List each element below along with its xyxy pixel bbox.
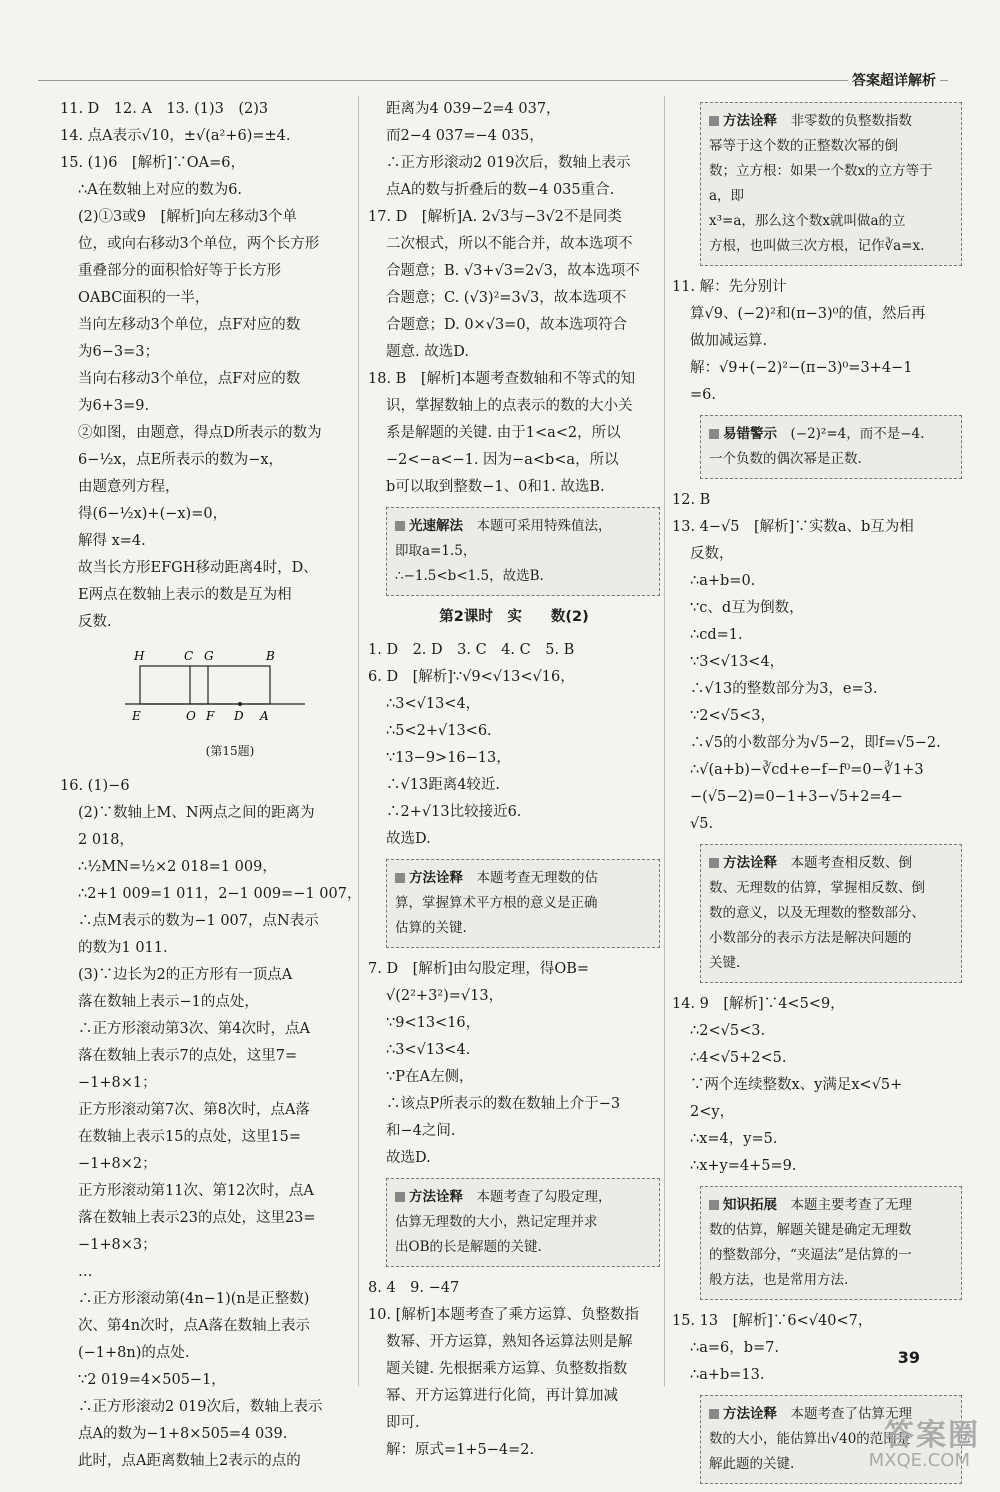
column-divider bbox=[664, 96, 665, 1386]
box-line: 出OB的长是解题的关键. bbox=[395, 1239, 542, 1255]
label-d: D bbox=[234, 709, 244, 723]
box-line: 小数部分的表示方法是解决问题的 bbox=[709, 930, 912, 946]
tip-box-method bbox=[386, 859, 660, 948]
text-line: ∴A在数轴上对应的数为6. bbox=[78, 182, 243, 198]
text-line: 落在数轴上表示7的点处，这里7= bbox=[78, 1048, 298, 1064]
text-line: ∴点M表示的数为−1 007，点N表示 bbox=[78, 913, 319, 929]
box-line: 数；立方根：如果一个数x的立方等于a，即 bbox=[709, 163, 933, 204]
box-marker-icon bbox=[395, 873, 405, 883]
text-line: ∴a+b=0. bbox=[690, 573, 756, 589]
header-rule bbox=[38, 80, 948, 81]
box-title: 方法诠释 bbox=[723, 1406, 777, 1422]
box-title: 知识拓展 bbox=[723, 1197, 777, 1213]
text-line: 6−½x，点E所表示的数为−x， bbox=[78, 452, 284, 468]
answer-block-12-13 bbox=[672, 487, 962, 838]
text-line: ∵P在A左侧， bbox=[386, 1069, 474, 1085]
text-line: 15. 13 [解析]∵6<√40<7， bbox=[672, 1313, 873, 1329]
box-line: 一个负数的偶次幂是正数. bbox=[709, 451, 862, 467]
tip-box-method bbox=[386, 1178, 660, 1267]
column-divider bbox=[358, 96, 359, 1386]
label-b: B bbox=[266, 649, 275, 663]
rectangle-number-line-diagram bbox=[120, 644, 310, 724]
text-line: 幂、开方运算进行化简，再计算加减 bbox=[386, 1388, 618, 1404]
text-line: 点A的数为−1+8×505=4 039. bbox=[78, 1426, 288, 1442]
text-line: 落在数轴上表示23的点处，这里23= bbox=[78, 1210, 316, 1226]
box-line: 数、无理数的估算，掌握相反数、倒 bbox=[709, 880, 925, 896]
text-line: 为6−3=3； bbox=[78, 344, 159, 360]
watermark-url: MXQE.COM bbox=[868, 1450, 970, 1471]
text-line: 7. D [解析]由勾股定理，得OB= bbox=[368, 961, 590, 977]
answer-block-16 bbox=[60, 773, 362, 1475]
answer-block-8-10 bbox=[368, 1275, 660, 1464]
tip-box-method bbox=[700, 844, 962, 983]
box-header bbox=[709, 1193, 953, 1218]
text-line: 二次根式，所以不能合并，故本选项不 bbox=[386, 236, 633, 252]
text-line: 系是解题的关键. 由于1<a<2，所以 bbox=[386, 425, 621, 441]
text-line: (2)∵数轴上M、N两点之间的距离为 bbox=[78, 805, 315, 821]
text-line: ∵c、d互为倒数， bbox=[690, 600, 804, 616]
text-line: ∴√5的小数部分为√5−2，即f=√5−2. bbox=[690, 735, 941, 751]
text-line: ∴5<2+√13<6. bbox=[386, 723, 492, 739]
text-line: ∵两个连续整数x、y满足x<√5+ bbox=[690, 1077, 903, 1093]
text-line: =6. bbox=[690, 387, 716, 403]
text-line: ∴x+y=4+5=9. bbox=[690, 1158, 797, 1174]
box-header bbox=[395, 866, 651, 891]
text-line: 6. D [解析]∵√9<√13<√16， bbox=[368, 669, 575, 685]
text-line: ∴a+b=13. bbox=[690, 1367, 765, 1383]
text-line: 重叠部分的面积恰好等于长方形 bbox=[78, 263, 281, 279]
text-line: ∴√13的整数部分为3，e=3. bbox=[690, 681, 878, 697]
text-line: 15. (1)6 [解析]∵OA=6， bbox=[60, 155, 245, 171]
header-title: 答案超详解析 bbox=[848, 70, 940, 90]
answer-block-16-18 bbox=[368, 96, 660, 501]
tip-box-fast-method bbox=[386, 507, 660, 596]
box-title: 方法诠释 bbox=[409, 870, 463, 886]
text-line: ∴a=6，b=7. bbox=[690, 1340, 780, 1356]
text-line: 为6+3=9. bbox=[78, 398, 150, 414]
text-line: ∴2+1 009=1 011，2−1 009=−1 007， bbox=[78, 886, 362, 902]
text-line: (2)①3或9 [解析]向左移动3个单 bbox=[78, 209, 298, 225]
text-line: … bbox=[78, 1264, 93, 1280]
label-e: E bbox=[132, 709, 141, 723]
box-line: (−2)²=4，而不是−4. bbox=[777, 426, 925, 442]
text-line: 识，掌握数轴上的点表示的数的大小关 bbox=[386, 398, 633, 414]
text-line: 1. D 2. D 3. C 4. C 5. B bbox=[368, 642, 575, 658]
text-line: E两点在数轴上表示的数是互为相 bbox=[78, 587, 292, 603]
box-line: 本题考查了勾股定理， bbox=[463, 1189, 612, 1205]
box-marker-icon bbox=[709, 429, 719, 439]
tip-box-method bbox=[700, 102, 962, 266]
text-line: 16. (1)−6 bbox=[60, 778, 130, 794]
text-line: 距离为4 039−2=4 037， bbox=[386, 101, 561, 117]
label-f: F bbox=[206, 709, 215, 723]
box-header bbox=[709, 422, 953, 447]
box-line: 本题考查了估算无理 bbox=[777, 1406, 912, 1422]
text-line: ∴cd=1. bbox=[690, 627, 743, 643]
box-title: 方法诠释 bbox=[723, 855, 777, 871]
text-line: 的数为1 011. bbox=[78, 940, 168, 956]
tip-box-knowledge bbox=[700, 1186, 962, 1300]
box-line: 估算无理数的大小，熟记定理并求 bbox=[395, 1214, 598, 1230]
box-header bbox=[395, 1185, 651, 1210]
text-line: 此时，点A距离数轴上2表示的点的 bbox=[78, 1453, 301, 1469]
text-line: 题意. 故选D. bbox=[386, 344, 469, 360]
box-marker-icon bbox=[709, 1200, 719, 1210]
text-line: 由题意列方程， bbox=[78, 479, 180, 495]
watermark-logo: 答案圈 bbox=[884, 1418, 980, 1453]
text-line: b可以取到整数−1、0和1. 故选B. bbox=[386, 479, 605, 495]
text-line: ∴3<√13<4. bbox=[386, 1042, 471, 1058]
text-line: 10. [解析]本题考查了乘方运算、负整数指 bbox=[368, 1307, 639, 1323]
text-line: 正方形滚动第11次、第12次时，点A bbox=[78, 1183, 314, 1199]
text-line: ∵3<√13<4， bbox=[690, 654, 785, 670]
text-line: ∴x=4，y=5. bbox=[690, 1131, 778, 1147]
answer-block-11-15 bbox=[60, 96, 350, 636]
text-line: ∴4<√5+2<5. bbox=[690, 1050, 787, 1066]
box-line: 非零数的负整数指数 bbox=[777, 113, 912, 129]
text-line: 故当长方形EFGH移动距离4时，D、 bbox=[78, 560, 318, 576]
text-line: −1+8×3； bbox=[78, 1237, 157, 1253]
text-line: ∴2<√5<3. bbox=[690, 1023, 766, 1039]
text-line: 故选D. bbox=[386, 1150, 431, 1166]
text-line: 做加减运算. bbox=[690, 333, 768, 349]
box-marker-icon bbox=[709, 1409, 719, 1419]
text-line: 11. D 12. A 13. (1)3 (2)3 bbox=[60, 101, 269, 117]
box-line: 数的意义，以及无理数的整数部分、 bbox=[709, 905, 925, 921]
number-line-figure bbox=[120, 644, 350, 734]
text-line: 合题意；C. (√3)²=3√3，故本选项不 bbox=[386, 290, 627, 306]
box-line: 即取a=1.5， bbox=[395, 543, 477, 559]
box-line: 方根，也叫做三次方根，记作∛a=x. bbox=[709, 238, 925, 254]
point-d bbox=[238, 702, 242, 706]
text-line: √(2²+3²)=√13， bbox=[386, 988, 504, 1004]
box-line: ∴−1.5<b<1.5，故选B. bbox=[395, 568, 544, 584]
box-line: x³=a，那么这个数x就叫做a的立 bbox=[709, 213, 906, 229]
text-line: ∴正方形滚动2 019次后，数轴上表示 bbox=[386, 155, 631, 171]
box-line: 本题考查无理数的估 bbox=[463, 870, 598, 886]
box-line: 般方法，也是常用方法. bbox=[709, 1272, 849, 1288]
section-title: 第2课时 实 数(2) bbox=[439, 609, 589, 625]
box-marker-icon bbox=[709, 116, 719, 126]
text-line: 8. 4 9. −47 bbox=[368, 1280, 460, 1296]
box-line: 本题考查相反数、倒 bbox=[777, 855, 912, 871]
text-line: 算√9、(−2)²和(π−3)⁰的值，然后再 bbox=[690, 306, 926, 322]
box-line: 算，掌握算术平方根的意义是正确 bbox=[395, 895, 598, 911]
text-line: 解：原式=1+5−4=2. bbox=[386, 1442, 535, 1458]
box-title: 方法诠释 bbox=[723, 113, 777, 129]
label-o: O bbox=[186, 709, 196, 723]
text-line: ∴√13距离4较近. bbox=[386, 777, 501, 793]
text-line: 合题意；D. 0×√3=0，故本选项符合 bbox=[386, 317, 628, 333]
text-line: 题关键. 先根据乘方运算、负整数指数 bbox=[386, 1361, 628, 1377]
text-line: 11. 解：先分别计 bbox=[672, 279, 787, 295]
label-h: H bbox=[134, 649, 145, 663]
text-line: 14. 9 [解析]∵4<5<9， bbox=[672, 996, 845, 1012]
text-line: 数幂、开方运算，熟知各运算法则是解 bbox=[386, 1334, 633, 1350]
text-line: 而2−4 037=−4 035， bbox=[386, 128, 544, 144]
text-line: ∴3<√13<4， bbox=[386, 696, 481, 712]
answer-block-11 bbox=[672, 274, 962, 409]
text-line: OABC面积的一半， bbox=[78, 290, 210, 306]
text-line: 14. 点A表示√10，±√(a²+6)=±4. bbox=[60, 128, 291, 144]
figure-caption: (第15题) bbox=[205, 744, 255, 758]
text-line: ∴½MN=½×2 018=1 009， bbox=[78, 859, 277, 875]
text-line: −1+8×2； bbox=[78, 1156, 157, 1172]
text-line: 次、第4n次时，点A落在数轴上表示 bbox=[78, 1318, 311, 1334]
text-line: 正方形滚动第7次、第8次时，点A落 bbox=[78, 1102, 310, 1118]
text-line: 17. D [解析]A. 2√3与−3√2不是同类 bbox=[368, 209, 622, 225]
box-line: 数的估算，解题关键是确定无理数 bbox=[709, 1222, 912, 1238]
box-line: 数的大小，能估算出√40的范围是 bbox=[709, 1431, 911, 1447]
answer-block-14 bbox=[672, 991, 962, 1180]
rectangle-efgh bbox=[140, 666, 270, 704]
box-line: 本题可采用特殊值法， bbox=[463, 518, 612, 534]
text-line: 13. 4−√5 [解析]∵实数a、b互为相 bbox=[672, 519, 914, 535]
text-line: 和−4之间. bbox=[386, 1123, 456, 1139]
text-line: 2 018， bbox=[78, 832, 135, 848]
label-c: C bbox=[184, 649, 194, 663]
text-line: (−1+8n)的点处. bbox=[78, 1345, 190, 1361]
text-line: (3)∵边长为2的正方形有一顶点A bbox=[78, 967, 293, 983]
text-line: −2<−a<−1. 因为−a<b<a，所以 bbox=[386, 452, 619, 468]
box-marker-icon bbox=[395, 1192, 405, 1202]
box-line: 本题主要考查了无理 bbox=[777, 1197, 912, 1213]
text-line: ∴正方形滚动第(4n−1)(n是正整数) bbox=[78, 1291, 310, 1307]
text-line: ∵13−9>16−13， bbox=[386, 750, 511, 766]
answer-block-1-6 bbox=[368, 637, 660, 853]
box-marker-icon bbox=[709, 858, 719, 868]
label-a: A bbox=[260, 709, 269, 723]
text-line: ∴正方形滚动第3次、第4次时，点A bbox=[78, 1021, 310, 1037]
text-line: 2<y， bbox=[690, 1104, 735, 1120]
text-line: 12. B bbox=[672, 492, 711, 508]
text-line: 点A的数与折叠后的数−4 035重合. bbox=[386, 182, 615, 198]
box-line: 解此题的关键. bbox=[709, 1456, 795, 1472]
box-line: 关键. bbox=[709, 955, 741, 971]
text-line: ∴正方形滚动2 019次后，数轴上表示 bbox=[78, 1399, 323, 1415]
box-title: 易错警示 bbox=[723, 426, 777, 442]
label-g: G bbox=[204, 649, 214, 663]
text-line: 反数， bbox=[690, 546, 734, 562]
text-line: 即可. bbox=[386, 1415, 420, 1431]
column-1 bbox=[60, 96, 362, 1475]
column-3 bbox=[672, 96, 962, 1492]
text-line: ∴该点P所表示的数在数轴上介于−3 bbox=[386, 1096, 621, 1112]
text-line: 故选D. bbox=[386, 831, 431, 847]
page-number: 39 bbox=[897, 1348, 920, 1367]
box-line: 幂等于这个数的正整数次幂的倒 bbox=[709, 138, 898, 154]
text-line: ∴√(a+b)−∛cd+e−f−f⁰=0−∛1+3 bbox=[690, 762, 924, 778]
text-line: 落在数轴上表示−1的点处， bbox=[78, 994, 259, 1010]
text-line: −(√5−2)=0−1+3−√5+2=4− bbox=[690, 789, 903, 805]
box-header bbox=[709, 851, 953, 876]
box-title: 光速解法 bbox=[409, 518, 463, 534]
text-line: ∵9<13<16， bbox=[386, 1015, 481, 1031]
text-line: 位，或向右移动3个单位，两个长方形 bbox=[78, 236, 320, 252]
box-header bbox=[709, 109, 953, 134]
box-marker-icon bbox=[395, 521, 405, 531]
text-line: ∵2<√5<3， bbox=[690, 708, 775, 724]
box-line: 的整数部分，“夹逼法”是估算的一 bbox=[709, 1247, 912, 1263]
column-2 bbox=[368, 96, 660, 1464]
text-line: −1+8×1； bbox=[78, 1075, 157, 1091]
text-line: 反数. bbox=[78, 614, 112, 630]
text-line: ∵2 019=4×505−1， bbox=[78, 1372, 226, 1388]
box-line: 估算的关键. bbox=[395, 920, 467, 936]
answer-block-7 bbox=[368, 956, 660, 1172]
text-line: ②如图，由题意，得点D所表示的数为 bbox=[78, 425, 322, 441]
tip-box-warning bbox=[700, 415, 962, 479]
text-line: 解：√9+(−2)²−(π−3)⁰=3+4−1 bbox=[690, 360, 913, 376]
text-line: √5. bbox=[690, 816, 714, 832]
text-line: 当向左移动3个单位，点F对应的数 bbox=[78, 317, 301, 333]
text-line: 得(6−½x)+(−x)=0， bbox=[78, 506, 228, 522]
text-line: 解得 x=4. bbox=[78, 533, 146, 549]
text-line: 当向右移动3个单位，点F对应的数 bbox=[78, 371, 301, 387]
text-line: 18. B [解析]本题考查数轴和不等式的知 bbox=[368, 371, 636, 387]
box-header bbox=[395, 514, 651, 539]
text-line: 在数轴上表示15的点处，这里15= bbox=[78, 1129, 302, 1145]
text-line: 合题意；B. √3+√3=2√3，故本选项不 bbox=[386, 263, 640, 279]
box-title: 方法诠释 bbox=[409, 1189, 463, 1205]
text-line: ∴2+√13比较接近6. bbox=[386, 804, 522, 820]
